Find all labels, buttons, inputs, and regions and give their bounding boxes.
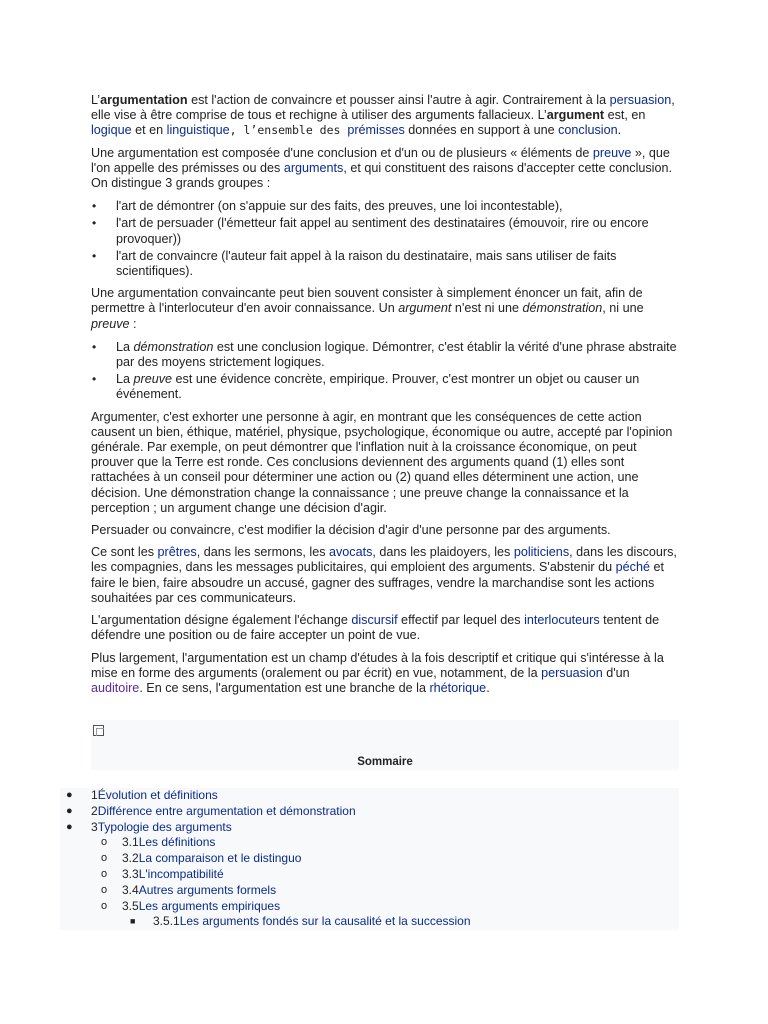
text: n'est ni une	[451, 301, 523, 316]
toc-item[interactable]	[60, 914, 679, 930]
list-item	[91, 372, 679, 402]
text: est, en	[604, 108, 646, 123]
toc-number: 3.5.1	[153, 914, 180, 929]
link-discursif[interactable]: discursif	[351, 613, 398, 628]
toc-number: 3.2	[122, 851, 139, 866]
link-conclusion[interactable]: conclusion	[558, 123, 618, 138]
italic-term: démonstration	[133, 339, 214, 354]
link-rhetorique[interactable]: rhétorique	[429, 680, 487, 695]
toc-title: Sommaire	[357, 756, 413, 768]
broader-paragraph	[91, 651, 679, 697]
text: , ni une	[602, 301, 644, 316]
circle-bullet-icon: o	[101, 899, 108, 912]
circle-bullet-icon: o	[101, 836, 108, 849]
list-item: • l'art de persuader (l'émetteur fait appel au sentiment des destinataires (émouvoir, rire ou encore provoquer))	[91, 216, 679, 246]
circle-bullet-icon: o	[101, 867, 108, 880]
list-item	[91, 340, 679, 370]
toc-item[interactable]	[60, 883, 679, 899]
toc-item[interactable]	[60, 851, 679, 867]
toc-link[interactable]: Différence entre argumentation et démonstration	[97, 803, 356, 818]
text: , elle vise à être comprise de tous et rechigne à utiliser des arguments fallacieux. L’	[91, 93, 675, 123]
link-pretres[interactable]: prêtres	[157, 545, 197, 560]
text: Plus largement, l'argumentation est un champ d'études à la fois descriptif et critique qui s'intéresse à la mise en forme des arguments (oralement ou par écrit) en vue, notamment, de la	[91, 650, 664, 680]
toc-item[interactable]	[60, 804, 679, 820]
square-bullet-icon: ■	[130, 916, 136, 927]
link-interlocuteurs[interactable]: interlocuteurs	[524, 613, 600, 628]
text: Une argumentation est composée d'une conclusion et d'un ou de plusieurs « éléments de	[91, 145, 593, 160]
text: La	[116, 372, 134, 387]
toc-number: 3.4	[122, 882, 139, 897]
argumenter-paragraph: Argumenter, c'est exhorter une personne à agir, en montrant que les conséquences de cette action causent un bien, éthique, matériel, physique, psychologique, économique ou autre, accepté par l'opinion générale. Par exemple, on peut démontrer que l'inflation nuit à la croissance économique, on peut prouver que la Terre est ronde. Ces conclusions deviennent des arguments quand (1) elles sont rattachées à un conseil pour déterminer une action ou (2) quand elles déterminent une action, une décision. Une démonstration change la connaissance ; une preuve change la connaissance et la perception ; un argument change une décision d'agir.	[91, 409, 673, 515]
toc-number: 3.3	[122, 866, 139, 881]
toc-item[interactable]	[60, 867, 679, 883]
toc-list	[60, 788, 679, 930]
text: , et qui constituent des raisons d'accepter cette conclusion. On distingue 3 grands groupes :	[91, 160, 672, 191]
list-item: • l'art de convaincre (l'auteur fait appel à la raison du destinataire, mais sans utiliser de faits scientifiques).	[91, 249, 679, 279]
toc-link[interactable]: Les définitions	[138, 835, 216, 850]
text-mono: , l’ensemble des	[229, 123, 348, 138]
toc-item[interactable]	[60, 899, 679, 915]
text: , dans les sermons, les	[196, 545, 329, 560]
text: d'un	[602, 665, 630, 680]
text: La	[116, 339, 134, 354]
toc-item[interactable]	[60, 835, 679, 851]
bullet-icon: ●	[66, 804, 73, 817]
link-arguments[interactable]: arguments	[283, 160, 344, 175]
text: données en support à une	[404, 123, 559, 138]
italic-term: preuve	[133, 372, 173, 387]
italic-term: démonstration	[522, 301, 603, 316]
intro-paragraph	[91, 93, 679, 139]
text: », que l'on appelle des prémisses ou des	[91, 145, 670, 175]
toc-number: 3.1	[122, 835, 139, 850]
text: est l'action de convaincre et pousser ainsi l'autre à agir. Contrairement à la	[187, 93, 610, 107]
text: Une argumentation convaincante peut bien souvent consister à simplement énoncer un fait, afin de permettre à l'interlocuteur d'en avoir connaissance. Un	[91, 286, 643, 316]
text: et en	[131, 123, 167, 138]
toc-number: 3.5	[122, 898, 139, 913]
text: est une évidence concrète, empirique. Prouver, c'est montrer un objet ou causer un événement.	[116, 372, 640, 402]
link-avocats[interactable]: avocats	[329, 545, 373, 560]
link-peche[interactable]: péché	[615, 560, 650, 575]
text: L’	[91, 93, 101, 107]
text: . En ce sens, l'argumentation est une branche de la	[139, 680, 430, 695]
definitions-list	[91, 340, 679, 403]
link-auditoire[interactable]: auditoire	[91, 680, 140, 695]
text: L'argumentation désigne également l'échange	[91, 613, 352, 628]
bullet-icon: ●	[66, 820, 73, 833]
term-argumentation: argumentation	[100, 93, 188, 107]
circle-bullet-icon: o	[101, 883, 108, 896]
term-argument: argument	[546, 108, 605, 123]
groups-list	[91, 199, 679, 279]
toc-item[interactable]	[60, 820, 679, 836]
link-logique[interactable]: logique	[91, 123, 132, 138]
link-persuasion[interactable]: persuasion	[609, 93, 672, 107]
persuader-paragraph: Persuader ou convaincre, c'est modifier la décision d'agir d'une personne par des arguments.	[91, 523, 611, 538]
text: :	[129, 316, 137, 331]
text: .	[486, 680, 490, 695]
article-body	[91, 93, 679, 703]
text: tentent de défendre une position ou de faire accepter un point de vue.	[91, 613, 660, 643]
bullet-icon: ●	[66, 789, 73, 801]
text: est une conclusion logique. Démontrer, c'est établir la vérité d'une phrase abstraite par des moyens strictement logiques.	[116, 339, 677, 370]
link-persuasion[interactable]: persuasion	[541, 665, 603, 680]
toc-link[interactable]: Typologie des arguments	[97, 819, 232, 834]
circle-bullet-icon: o	[101, 852, 108, 865]
link-premisses[interactable]: prémisses	[347, 123, 405, 138]
toc-link[interactable]: Les arguments fondés sur la causalité et la succession	[179, 914, 471, 929]
italic-term: argument	[398, 301, 452, 316]
text: , dans les plaidoyers, les	[372, 545, 514, 560]
exchange-paragraph	[91, 613, 679, 643]
text: et faire le bien, faire absoudre un accusé, gagner des suffrages, vendre la marchandise sont les actions souhaitées par ces communicateurs.	[91, 560, 664, 605]
toc-number: 1	[91, 788, 98, 802]
toc-item[interactable]	[60, 788, 679, 804]
convincing-paragraph	[91, 286, 679, 332]
toc-number: 3	[91, 819, 98, 834]
italic-term: preuve	[91, 316, 130, 331]
link-politiciens[interactable]: politiciens	[513, 545, 570, 560]
list-item: • l'art de démontrer (on s'appuie sur des faits, des preuves, une loi incontestable),	[91, 199, 679, 214]
text: effectif par lequel des	[397, 613, 525, 628]
link-linguistique[interactable]: linguistique	[166, 123, 230, 138]
toc-number: 2	[91, 803, 98, 818]
toc-link[interactable]: La comparaison et le distinguo	[138, 851, 302, 866]
text: , dans les discours, les compagnies, dans les messages publicitaires, qui emploient des arguments. S'abstenir du	[91, 545, 677, 575]
toc-link[interactable]: Autres arguments formels	[138, 882, 277, 897]
composition-paragraph	[91, 146, 679, 192]
text: Ce sont les	[91, 545, 158, 560]
communicators-paragraph	[91, 545, 679, 606]
link-preuve[interactable]: preuve	[592, 145, 632, 160]
text: .	[617, 123, 622, 138]
toc-link[interactable]: L'incompatibilité	[138, 866, 224, 881]
toc-link[interactable]: Évolution et définitions	[97, 788, 218, 802]
toc-toggle-checkbox[interactable]	[93, 725, 104, 736]
toc-link[interactable]: Les arguments empiriques	[138, 898, 281, 913]
